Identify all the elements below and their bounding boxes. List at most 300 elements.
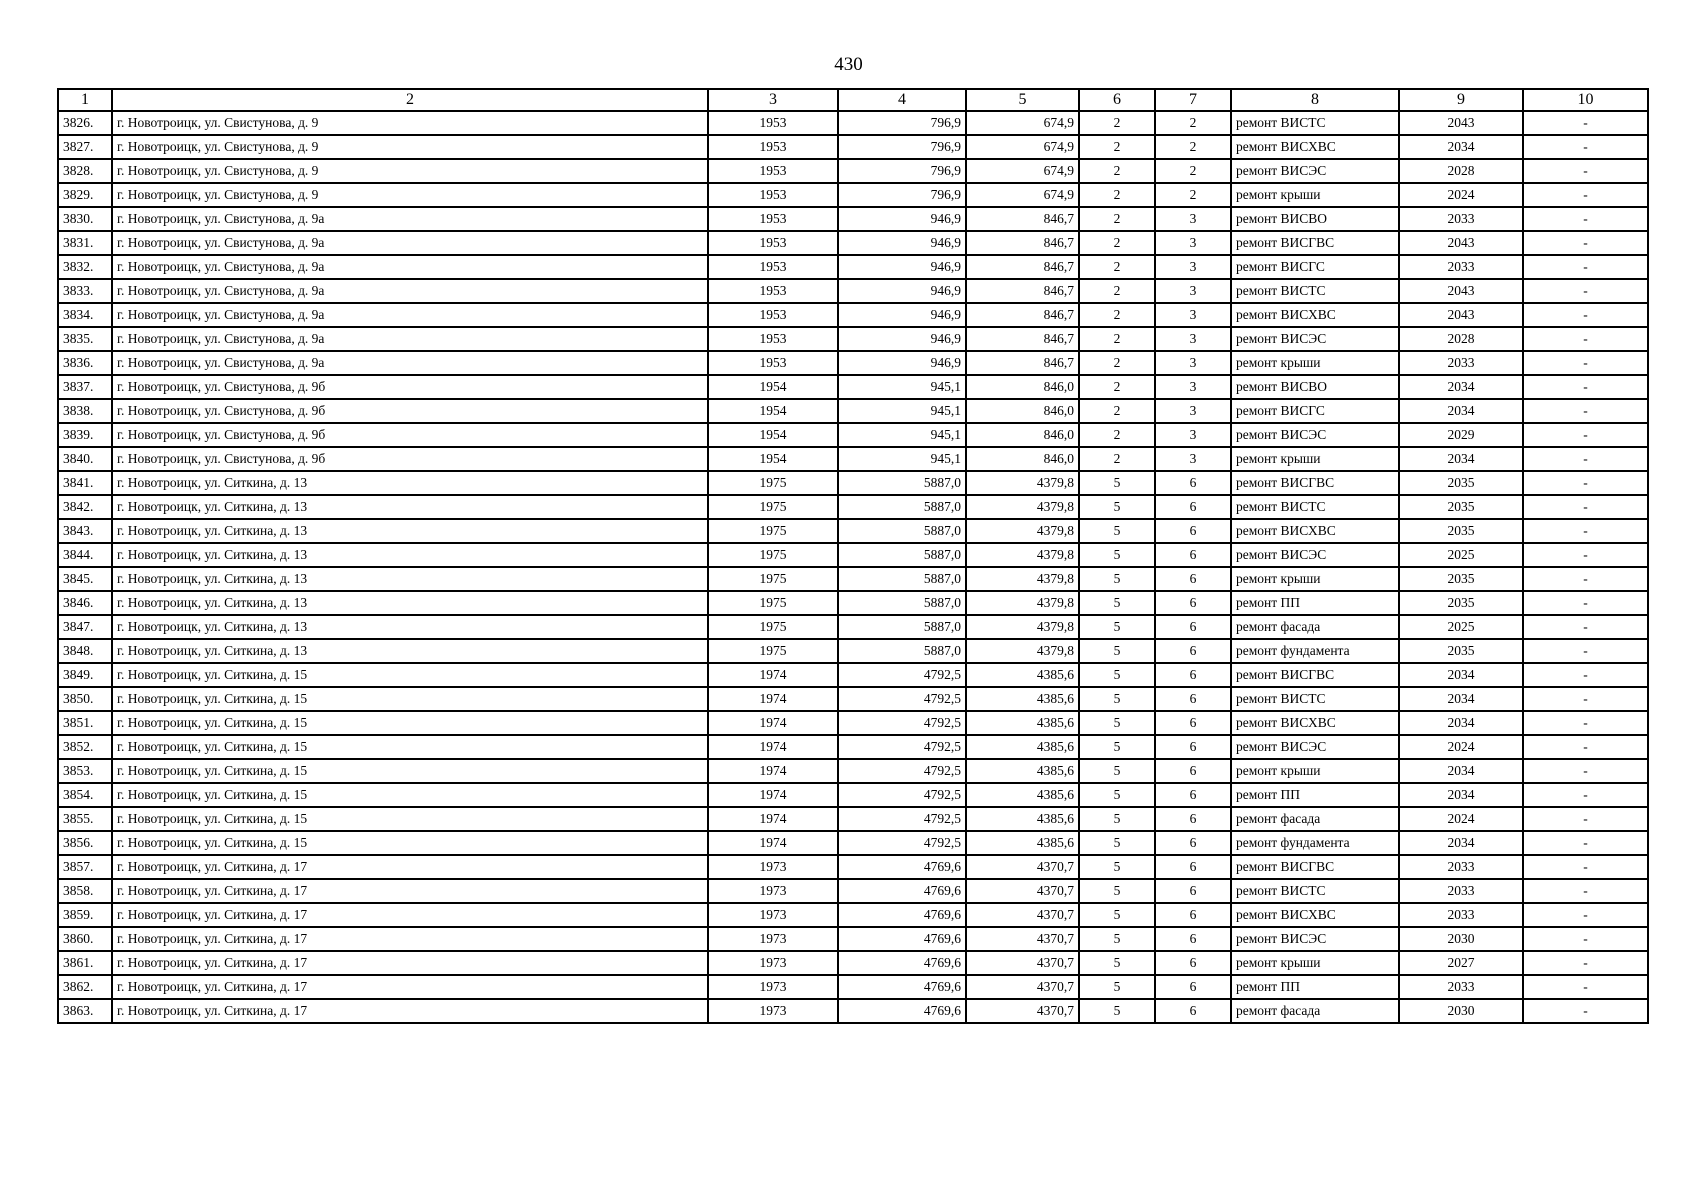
- cell-total-area: 5887,0: [838, 519, 966, 543]
- cell-row-number: 3852.: [58, 735, 112, 759]
- cell-planned-year: 2025: [1399, 615, 1523, 639]
- table-row: [58, 135, 1648, 159]
- cell-floors: 2: [1079, 159, 1155, 183]
- column-header-7: 7: [1155, 89, 1231, 111]
- cell-floors: 5: [1079, 951, 1155, 975]
- cell-living-area: 4385,6: [966, 759, 1079, 783]
- cell-row-number: 3849.: [58, 663, 112, 687]
- cell-row-number: 3828.: [58, 159, 112, 183]
- cell-floors: 5: [1079, 591, 1155, 615]
- table-row: [58, 471, 1648, 495]
- cell-planned-year: 2033: [1399, 855, 1523, 879]
- repair-schedule-table: [57, 88, 1649, 1024]
- cell-floors: 5: [1079, 927, 1155, 951]
- cell-row-number: 3861.: [58, 951, 112, 975]
- cell-work-type: ремонт фасада: [1231, 999, 1399, 1023]
- cell-floors: 2: [1079, 255, 1155, 279]
- cell-row-number: 3855.: [58, 807, 112, 831]
- cell-work-type: ремонт крыши: [1231, 351, 1399, 375]
- cell-address: г. Новотроицк, ул. Ситкина, д. 13: [112, 519, 708, 543]
- cell-work-type: ремонт ВИСВО: [1231, 375, 1399, 399]
- cell-living-area: 4370,7: [966, 975, 1079, 999]
- table-row: [58, 519, 1648, 543]
- cell-year-built: 1954: [708, 375, 838, 399]
- cell-work-type: ремонт ВИСГВС: [1231, 663, 1399, 687]
- cell-floors: 2: [1079, 423, 1155, 447]
- table-row: [58, 447, 1648, 471]
- cell-year-built: 1975: [708, 567, 838, 591]
- cell-year-built: 1973: [708, 999, 838, 1023]
- cell-planned-year: 2035: [1399, 495, 1523, 519]
- table-row: [58, 951, 1648, 975]
- cell-address: г. Новотроицк, ул. Свистунова, д. 9а: [112, 207, 708, 231]
- cell-address: г. Новотроицк, ул. Свистунова, д. 9: [112, 183, 708, 207]
- table-row: [58, 399, 1648, 423]
- cell-address: г. Новотроицк, ул. Ситкина, д. 17: [112, 999, 708, 1023]
- cell-living-area: 846,0: [966, 399, 1079, 423]
- cell-planned-year: 2043: [1399, 111, 1523, 135]
- cell-floors: 2: [1079, 375, 1155, 399]
- cell-entrances: 6: [1155, 879, 1231, 903]
- cell-note: -: [1523, 495, 1648, 519]
- cell-living-area: 846,7: [966, 207, 1079, 231]
- table-row: [58, 927, 1648, 951]
- table-row: [58, 879, 1648, 903]
- table-body: [58, 111, 1648, 1023]
- cell-planned-year: 2035: [1399, 591, 1523, 615]
- cell-entrances: 6: [1155, 543, 1231, 567]
- cell-note: -: [1523, 735, 1648, 759]
- table-row: [58, 207, 1648, 231]
- cell-floors: 5: [1079, 639, 1155, 663]
- cell-work-type: ремонт ВИСХВС: [1231, 519, 1399, 543]
- cell-note: -: [1523, 135, 1648, 159]
- cell-entrances: 6: [1155, 807, 1231, 831]
- column-header-6: 6: [1079, 89, 1155, 111]
- cell-work-type: ремонт фундамента: [1231, 639, 1399, 663]
- cell-total-area: 4769,6: [838, 855, 966, 879]
- cell-work-type: ремонт ВИСТС: [1231, 111, 1399, 135]
- cell-work-type: ремонт крыши: [1231, 183, 1399, 207]
- cell-year-built: 1953: [708, 255, 838, 279]
- cell-work-type: ремонт ПП: [1231, 591, 1399, 615]
- cell-year-built: 1975: [708, 495, 838, 519]
- table-row: [58, 351, 1648, 375]
- table-row: [58, 543, 1648, 567]
- cell-address: г. Новотроицк, ул. Свистунова, д. 9б: [112, 447, 708, 471]
- cell-address: г. Новотроицк, ул. Ситкина, д. 15: [112, 687, 708, 711]
- cell-year-built: 1953: [708, 111, 838, 135]
- table-row: [58, 831, 1648, 855]
- cell-row-number: 3836.: [58, 351, 112, 375]
- cell-row-number: 3860.: [58, 927, 112, 951]
- cell-floors: 5: [1079, 543, 1155, 567]
- table-row: [58, 183, 1648, 207]
- column-header-10: 10: [1523, 89, 1648, 111]
- cell-entrances: 3: [1155, 375, 1231, 399]
- cell-living-area: 674,9: [966, 183, 1079, 207]
- cell-living-area: 4379,8: [966, 591, 1079, 615]
- cell-entrances: 6: [1155, 711, 1231, 735]
- cell-planned-year: 2034: [1399, 783, 1523, 807]
- cell-note: -: [1523, 111, 1648, 135]
- cell-address: г. Новотроицк, ул. Свистунова, д. 9а: [112, 231, 708, 255]
- cell-entrances: 3: [1155, 279, 1231, 303]
- cell-note: -: [1523, 399, 1648, 423]
- cell-planned-year: 2030: [1399, 999, 1523, 1023]
- cell-living-area: 4379,8: [966, 471, 1079, 495]
- cell-floors: 5: [1079, 807, 1155, 831]
- cell-entrances: 6: [1155, 855, 1231, 879]
- cell-note: -: [1523, 879, 1648, 903]
- cell-living-area: 4385,6: [966, 663, 1079, 687]
- cell-address: г. Новотроицк, ул. Свистунова, д. 9а: [112, 279, 708, 303]
- cell-address: г. Новотроицк, ул. Свистунова, д. 9а: [112, 255, 708, 279]
- cell-planned-year: 2029: [1399, 423, 1523, 447]
- cell-floors: 5: [1079, 687, 1155, 711]
- table-row: [58, 711, 1648, 735]
- cell-row-number: 3835.: [58, 327, 112, 351]
- cell-living-area: 4385,6: [966, 711, 1079, 735]
- cell-living-area: 4385,6: [966, 831, 1079, 855]
- cell-living-area: 674,9: [966, 111, 1079, 135]
- cell-note: -: [1523, 807, 1648, 831]
- cell-note: -: [1523, 279, 1648, 303]
- cell-row-number: 3837.: [58, 375, 112, 399]
- cell-year-built: 1953: [708, 279, 838, 303]
- cell-total-area: 4792,5: [838, 807, 966, 831]
- cell-work-type: ремонт ВИСЭС: [1231, 423, 1399, 447]
- cell-work-type: ремонт ВИСТС: [1231, 687, 1399, 711]
- table-row: [58, 615, 1648, 639]
- cell-planned-year: 2033: [1399, 903, 1523, 927]
- cell-planned-year: 2034: [1399, 663, 1523, 687]
- column-header-9: 9: [1399, 89, 1523, 111]
- cell-work-type: ремонт ВИСГС: [1231, 255, 1399, 279]
- cell-entrances: 2: [1155, 135, 1231, 159]
- table-row: [58, 807, 1648, 831]
- cell-total-area: 946,9: [838, 255, 966, 279]
- cell-entrances: 3: [1155, 327, 1231, 351]
- cell-row-number: 3827.: [58, 135, 112, 159]
- cell-floors: 5: [1079, 615, 1155, 639]
- cell-entrances: 3: [1155, 399, 1231, 423]
- cell-planned-year: 2028: [1399, 327, 1523, 351]
- cell-total-area: 4792,5: [838, 783, 966, 807]
- cell-address: г. Новотроицк, ул. Ситкина, д. 17: [112, 951, 708, 975]
- cell-planned-year: 2033: [1399, 255, 1523, 279]
- table-row: [58, 975, 1648, 999]
- cell-work-type: ремонт ВИСЭС: [1231, 327, 1399, 351]
- cell-total-area: 945,1: [838, 399, 966, 423]
- cell-floors: 5: [1079, 903, 1155, 927]
- cell-entrances: 6: [1155, 687, 1231, 711]
- cell-planned-year: 2034: [1399, 711, 1523, 735]
- cell-total-area: 4792,5: [838, 711, 966, 735]
- cell-row-number: 3845.: [58, 567, 112, 591]
- cell-living-area: 846,0: [966, 375, 1079, 399]
- table-row: [58, 231, 1648, 255]
- cell-floors: 5: [1079, 735, 1155, 759]
- table-row: [58, 735, 1648, 759]
- cell-address: г. Новотроицк, ул. Свистунова, д. 9б: [112, 423, 708, 447]
- cell-year-built: 1953: [708, 183, 838, 207]
- cell-floors: 5: [1079, 567, 1155, 591]
- cell-note: -: [1523, 327, 1648, 351]
- cell-entrances: 6: [1155, 663, 1231, 687]
- cell-total-area: 4792,5: [838, 663, 966, 687]
- cell-year-built: 1975: [708, 471, 838, 495]
- cell-year-built: 1953: [708, 159, 838, 183]
- cell-address: г. Новотроицк, ул. Ситкина, д. 13: [112, 543, 708, 567]
- cell-row-number: 3841.: [58, 471, 112, 495]
- cell-entrances: 6: [1155, 951, 1231, 975]
- cell-year-built: 1974: [708, 663, 838, 687]
- cell-row-number: 3842.: [58, 495, 112, 519]
- cell-note: -: [1523, 207, 1648, 231]
- cell-year-built: 1974: [708, 711, 838, 735]
- cell-year-built: 1974: [708, 687, 838, 711]
- cell-row-number: 3839.: [58, 423, 112, 447]
- cell-entrances: 3: [1155, 423, 1231, 447]
- cell-total-area: 4769,6: [838, 903, 966, 927]
- cell-year-built: 1975: [708, 519, 838, 543]
- cell-row-number: 3851.: [58, 711, 112, 735]
- cell-note: -: [1523, 447, 1648, 471]
- cell-year-built: 1954: [708, 423, 838, 447]
- cell-note: -: [1523, 231, 1648, 255]
- cell-entrances: 6: [1155, 759, 1231, 783]
- cell-floors: 5: [1079, 855, 1155, 879]
- table-row: [58, 159, 1648, 183]
- cell-total-area: 796,9: [838, 159, 966, 183]
- cell-planned-year: 2043: [1399, 231, 1523, 255]
- column-header-3: 3: [708, 89, 838, 111]
- cell-row-number: 3843.: [58, 519, 112, 543]
- cell-planned-year: 2035: [1399, 471, 1523, 495]
- cell-total-area: 5887,0: [838, 495, 966, 519]
- cell-floors: 2: [1079, 111, 1155, 135]
- cell-living-area: 674,9: [966, 135, 1079, 159]
- cell-address: г. Новотроицк, ул. Свистунова, д. 9б: [112, 375, 708, 399]
- cell-entrances: 3: [1155, 231, 1231, 255]
- cell-planned-year: 2024: [1399, 807, 1523, 831]
- cell-entrances: 6: [1155, 639, 1231, 663]
- cell-total-area: 5887,0: [838, 567, 966, 591]
- cell-work-type: ремонт фасада: [1231, 807, 1399, 831]
- table-row: [58, 783, 1648, 807]
- cell-living-area: 846,7: [966, 279, 1079, 303]
- table-row: [58, 567, 1648, 591]
- cell-total-area: 946,9: [838, 351, 966, 375]
- cell-year-built: 1953: [708, 207, 838, 231]
- cell-address: г. Новотроицк, ул. Ситкина, д. 17: [112, 879, 708, 903]
- table-row: [58, 591, 1648, 615]
- cell-work-type: ремонт ВИСВО: [1231, 207, 1399, 231]
- table-row: [58, 999, 1648, 1023]
- cell-planned-year: 2043: [1399, 303, 1523, 327]
- cell-note: -: [1523, 903, 1648, 927]
- cell-note: -: [1523, 591, 1648, 615]
- cell-planned-year: 2024: [1399, 183, 1523, 207]
- cell-total-area: 946,9: [838, 303, 966, 327]
- cell-entrances: 3: [1155, 447, 1231, 471]
- cell-floors: 2: [1079, 183, 1155, 207]
- cell-floors: 2: [1079, 279, 1155, 303]
- cell-planned-year: 2043: [1399, 279, 1523, 303]
- cell-row-number: 3850.: [58, 687, 112, 711]
- cell-address: г. Новотроицк, ул. Ситкина, д. 17: [112, 975, 708, 999]
- cell-living-area: 4370,7: [966, 903, 1079, 927]
- cell-total-area: 4769,6: [838, 951, 966, 975]
- cell-floors: 5: [1079, 663, 1155, 687]
- cell-address: г. Новотроицк, ул. Свистунова, д. 9а: [112, 327, 708, 351]
- cell-row-number: 3859.: [58, 903, 112, 927]
- cell-total-area: 796,9: [838, 111, 966, 135]
- cell-entrances: 2: [1155, 111, 1231, 135]
- cell-planned-year: 2034: [1399, 399, 1523, 423]
- cell-note: -: [1523, 543, 1648, 567]
- cell-year-built: 1974: [708, 759, 838, 783]
- cell-total-area: 946,9: [838, 279, 966, 303]
- cell-entrances: 3: [1155, 207, 1231, 231]
- cell-row-number: 3834.: [58, 303, 112, 327]
- column-header-5: 5: [966, 89, 1079, 111]
- cell-work-type: ремонт фундамента: [1231, 831, 1399, 855]
- cell-planned-year: 2035: [1399, 519, 1523, 543]
- cell-floors: 5: [1079, 495, 1155, 519]
- cell-work-type: ремонт ВИСГВС: [1231, 471, 1399, 495]
- table-row: [58, 903, 1648, 927]
- table-row: [58, 375, 1648, 399]
- cell-total-area: 5887,0: [838, 471, 966, 495]
- cell-note: -: [1523, 183, 1648, 207]
- cell-row-number: 3853.: [58, 759, 112, 783]
- cell-work-type: ремонт ВИСГВС: [1231, 231, 1399, 255]
- cell-total-area: 946,9: [838, 231, 966, 255]
- cell-living-area: 674,9: [966, 159, 1079, 183]
- cell-floors: 2: [1079, 231, 1155, 255]
- cell-living-area: 846,7: [966, 303, 1079, 327]
- cell-floors: 2: [1079, 447, 1155, 471]
- cell-total-area: 4792,5: [838, 735, 966, 759]
- cell-work-type: ремонт ВИСХВС: [1231, 303, 1399, 327]
- cell-total-area: 4769,6: [838, 975, 966, 999]
- cell-year-built: 1954: [708, 447, 838, 471]
- cell-address: г. Новотроицк, ул. Ситкина, д. 13: [112, 615, 708, 639]
- cell-planned-year: 2033: [1399, 879, 1523, 903]
- cell-total-area: 4769,6: [838, 879, 966, 903]
- cell-entrances: 6: [1155, 471, 1231, 495]
- cell-address: г. Новотроицк, ул. Свистунова, д. 9б: [112, 399, 708, 423]
- cell-living-area: 4385,6: [966, 807, 1079, 831]
- cell-year-built: 1975: [708, 639, 838, 663]
- cell-planned-year: 2034: [1399, 831, 1523, 855]
- cell-floors: 5: [1079, 975, 1155, 999]
- cell-planned-year: 2034: [1399, 135, 1523, 159]
- column-header-1: 1: [58, 89, 112, 111]
- cell-address: г. Новотроицк, ул. Свистунова, д. 9а: [112, 303, 708, 327]
- cell-note: -: [1523, 783, 1648, 807]
- cell-address: г. Новотроицк, ул. Ситкина, д. 13: [112, 471, 708, 495]
- cell-living-area: 4370,7: [966, 927, 1079, 951]
- cell-floors: 5: [1079, 831, 1155, 855]
- cell-address: г. Новотроицк, ул. Ситкина, д. 17: [112, 903, 708, 927]
- cell-address: г. Новотроицк, ул. Ситкина, д. 13: [112, 591, 708, 615]
- cell-entrances: 6: [1155, 591, 1231, 615]
- cell-year-built: 1973: [708, 903, 838, 927]
- cell-year-built: 1953: [708, 351, 838, 375]
- cell-floors: 5: [1079, 471, 1155, 495]
- cell-living-area: 4379,8: [966, 519, 1079, 543]
- cell-entrances: 3: [1155, 303, 1231, 327]
- cell-year-built: 1973: [708, 879, 838, 903]
- cell-entrances: 6: [1155, 567, 1231, 591]
- cell-year-built: 1953: [708, 303, 838, 327]
- cell-living-area: 846,7: [966, 351, 1079, 375]
- cell-year-built: 1954: [708, 399, 838, 423]
- cell-address: г. Новотроицк, ул. Свистунова, д. 9: [112, 159, 708, 183]
- cell-planned-year: 2034: [1399, 687, 1523, 711]
- cell-living-area: 4379,8: [966, 615, 1079, 639]
- cell-year-built: 1974: [708, 831, 838, 855]
- cell-planned-year: 2024: [1399, 735, 1523, 759]
- cell-floors: 5: [1079, 879, 1155, 903]
- cell-address: г. Новотроицк, ул. Ситкина, д. 15: [112, 663, 708, 687]
- cell-total-area: 945,1: [838, 447, 966, 471]
- table-row: [58, 303, 1648, 327]
- cell-year-built: 1974: [708, 783, 838, 807]
- cell-living-area: 4370,7: [966, 999, 1079, 1023]
- cell-floors: 2: [1079, 135, 1155, 159]
- cell-entrances: 6: [1155, 927, 1231, 951]
- cell-row-number: 3840.: [58, 447, 112, 471]
- table-row: [58, 639, 1648, 663]
- cell-work-type: ремонт ВИСГВС: [1231, 855, 1399, 879]
- cell-address: г. Новотроицк, ул. Ситкина, д. 15: [112, 711, 708, 735]
- table-row: [58, 111, 1648, 135]
- cell-year-built: 1973: [708, 927, 838, 951]
- cell-living-area: 846,0: [966, 447, 1079, 471]
- cell-row-number: 3826.: [58, 111, 112, 135]
- cell-entrances: 6: [1155, 999, 1231, 1023]
- column-header-2: 2: [112, 89, 708, 111]
- cell-note: -: [1523, 567, 1648, 591]
- cell-year-built: 1975: [708, 591, 838, 615]
- table-row: [58, 663, 1648, 687]
- cell-planned-year: 2033: [1399, 975, 1523, 999]
- cell-entrances: 2: [1155, 183, 1231, 207]
- cell-work-type: ремонт ВИСТС: [1231, 879, 1399, 903]
- cell-total-area: 4792,5: [838, 831, 966, 855]
- cell-planned-year: 2035: [1399, 639, 1523, 663]
- cell-work-type: ремонт ПП: [1231, 975, 1399, 999]
- cell-floors: 2: [1079, 207, 1155, 231]
- cell-row-number: 3833.: [58, 279, 112, 303]
- cell-row-number: 3846.: [58, 591, 112, 615]
- cell-note: -: [1523, 759, 1648, 783]
- cell-work-type: ремонт ВИСЭС: [1231, 927, 1399, 951]
- cell-row-number: 3830.: [58, 207, 112, 231]
- cell-year-built: 1974: [708, 807, 838, 831]
- table-row: [58, 327, 1648, 351]
- cell-living-area: 4379,8: [966, 495, 1079, 519]
- cell-address: г. Новотроицк, ул. Свистунова, д. 9: [112, 135, 708, 159]
- cell-note: -: [1523, 255, 1648, 279]
- cell-row-number: 3857.: [58, 855, 112, 879]
- cell-row-number: 3862.: [58, 975, 112, 999]
- cell-entrances: 3: [1155, 351, 1231, 375]
